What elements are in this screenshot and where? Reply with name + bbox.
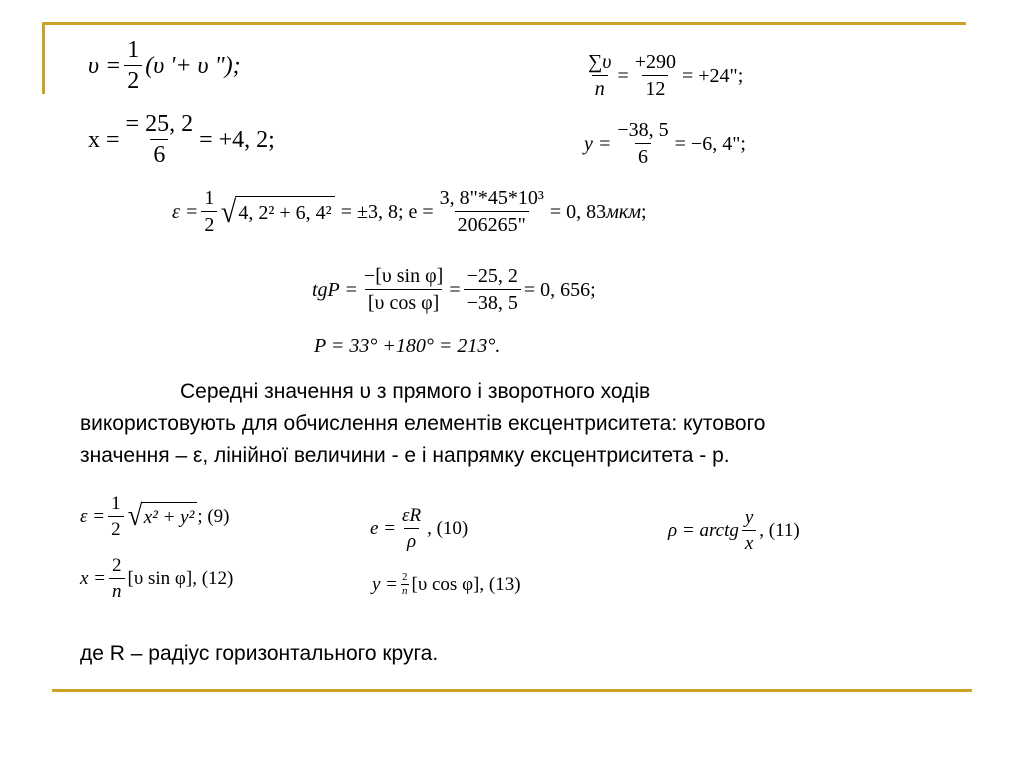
f10-den: ρ	[404, 528, 419, 551]
f9-rhs: ; (9)	[197, 506, 230, 527]
sqrt-sign: √	[221, 194, 237, 229]
f10-lhs: e =	[370, 518, 397, 539]
f11-rhs: , (11)	[759, 520, 800, 541]
tgp-fraction	[361, 266, 446, 313]
sum-num-2: +290	[634, 51, 676, 73]
sum-num: ∑υ	[588, 51, 612, 73]
paragraph-line-3: значення – ε, лінійної величини - е і напрямку ексцентриситета - р.	[80, 444, 730, 467]
eps-den: 2	[201, 211, 217, 235]
eps-radicand: 4, 2² + 6, 4²	[235, 196, 334, 227]
formula-upsilon-mean	[88, 38, 241, 93]
footnote: де R – радіус горизонтального круга.	[80, 642, 439, 665]
formula-y-value	[584, 120, 746, 167]
sum-fraction	[585, 52, 614, 99]
sum-eq: =	[617, 64, 629, 87]
f13-rhs: [υ cos φ], (13)	[411, 574, 521, 595]
p-value-text: P = 33° +180° = 213°.	[314, 335, 501, 357]
formula-12	[80, 556, 233, 601]
x-value-rhs: = +4, 2;	[199, 126, 275, 153]
paragraph-line-2: використовують для обчислення елементів ексцентриситета: кутового	[80, 412, 766, 435]
e-fraction	[437, 188, 547, 235]
f11-den: x	[742, 530, 756, 553]
f10-fraction	[399, 506, 424, 551]
f9-sqrt	[127, 499, 198, 532]
f13-den: n	[402, 585, 408, 597]
formula-11	[668, 508, 800, 553]
e-den: 206265"	[455, 211, 529, 235]
formula-p-value	[314, 336, 500, 356]
f12-num: 2	[112, 555, 122, 576]
x-value-fraction	[123, 112, 197, 167]
sqrt-sign: √	[127, 499, 142, 532]
e-num: 3, 8"*45*10³	[439, 187, 544, 209]
e-rhs: = 0, 83	[549, 200, 607, 223]
f11-num: y	[744, 507, 754, 528]
f12-lhs: x =	[80, 568, 107, 589]
f9-radicand: x² + y²	[141, 502, 198, 531]
eps-fraction	[201, 188, 217, 235]
f13-fraction	[401, 572, 409, 597]
tgp-num: −[υ sin φ]	[363, 265, 444, 287]
paragraph-line-1: Середні значення υ з прямого і зворотного ходів	[180, 380, 651, 403]
y-value-den: 6	[635, 143, 651, 167]
f12-den: n	[109, 578, 125, 601]
x-value-num: = 25, 2	[125, 111, 194, 137]
upsilon-mean-num: 1	[127, 37, 140, 63]
f9-lhs: ε =	[80, 506, 106, 527]
upsilon-mean-lhs: υ =	[88, 52, 122, 79]
formula-9	[80, 494, 230, 539]
formula-eps-e	[172, 188, 647, 235]
f9-fraction	[108, 494, 124, 539]
sum-den: n	[592, 75, 608, 99]
eps-lhs: ε =	[172, 200, 199, 223]
e-unit: мкм	[606, 200, 641, 223]
e-end: ;	[641, 200, 647, 223]
tgp-eq: =	[449, 278, 461, 301]
tgp-den: [υ cos φ]	[365, 289, 442, 313]
y-value-fraction	[614, 120, 671, 167]
f13-num: 2	[402, 571, 408, 583]
f9-den: 2	[108, 516, 124, 539]
upsilon-mean-rhs: (υ '+ υ ");	[145, 52, 241, 79]
upsilon-mean-den: 2	[124, 65, 142, 93]
tgp-num-2: −25, 2	[466, 265, 518, 287]
f9-num: 1	[111, 493, 121, 514]
x-value-den: 6	[150, 139, 168, 167]
sum-fraction-2	[632, 52, 679, 99]
left-rule	[42, 22, 45, 94]
tgp-fraction-2	[464, 266, 521, 313]
eps-num: 1	[204, 187, 215, 209]
tgp-lhs: tgP =	[312, 278, 358, 301]
f12-rhs: [υ sin φ], (12)	[127, 568, 234, 589]
f10-num: εR	[402, 505, 422, 526]
formula-sum-value	[582, 52, 743, 99]
f12-fraction	[109, 556, 125, 601]
eps-sqrt	[220, 196, 334, 227]
eps-mid: = ±3, 8; e =	[340, 200, 434, 223]
x-value-lhs: x =	[88, 126, 120, 153]
formula-13	[372, 572, 521, 597]
tgp-den-2: −38, 5	[464, 289, 521, 313]
formula-tgp	[312, 266, 596, 313]
f11-lhs: ρ = arctg	[668, 520, 739, 541]
tgp-rhs: = 0, 656;	[523, 278, 596, 301]
sum-rhs: = +24";	[682, 64, 744, 87]
bottom-rule	[52, 689, 972, 692]
top-rule	[42, 22, 966, 25]
sum-den-2: 12	[642, 75, 668, 99]
y-value-lhs: y =	[584, 132, 612, 155]
y-value-rhs: = −6, 4";	[674, 132, 746, 155]
f11-fraction	[742, 508, 756, 553]
formula-10	[370, 506, 468, 551]
formula-x-value	[88, 112, 275, 167]
f13-lhs: y =	[372, 574, 399, 595]
f10-rhs: , (10)	[427, 518, 469, 539]
upsilon-mean-fraction	[124, 38, 142, 93]
y-value-num: −38, 5	[617, 119, 669, 141]
explanation-paragraph	[80, 376, 960, 472]
